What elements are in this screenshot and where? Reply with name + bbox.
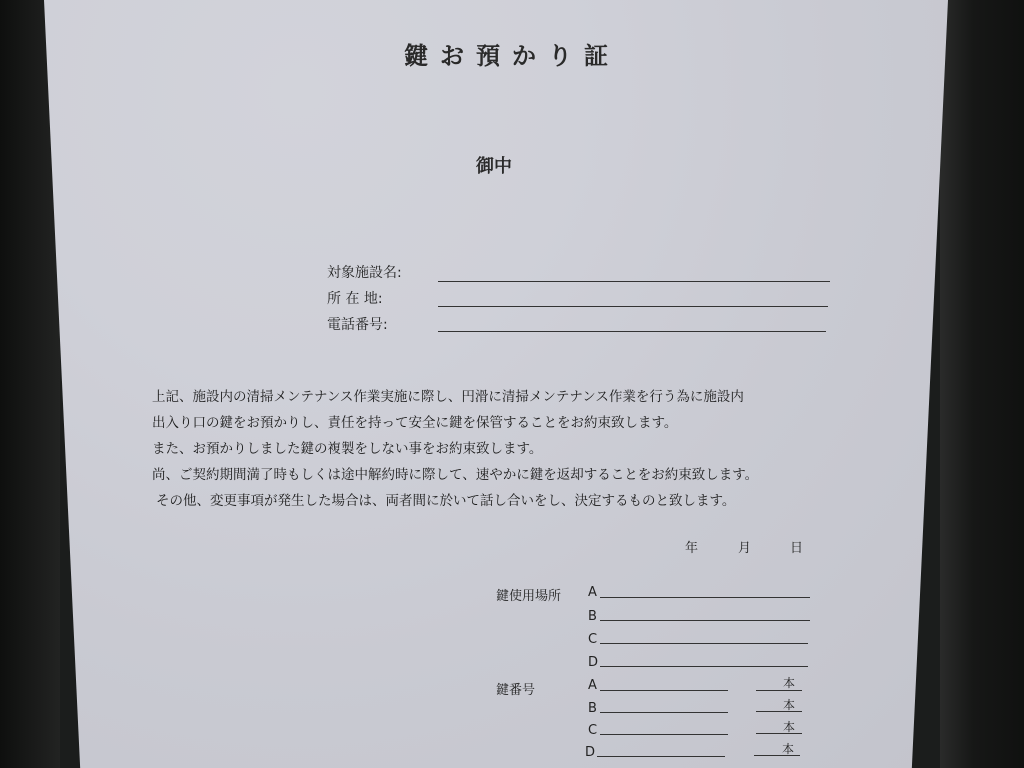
key-count-line <box>756 733 802 734</box>
paragraph-line: 上記、施設内の清掃メンテナンス作業実施に際し、円滑に清掃メンテナンス作業を行う為に施設内 <box>152 389 744 405</box>
key-number-letter: D <box>585 745 596 760</box>
key-count-unit: 本 <box>782 742 795 756</box>
key-count-unit: 本 <box>783 676 796 690</box>
key-usage-letter: B <box>588 609 597 624</box>
key-usage-line <box>600 620 810 621</box>
key-usage-letter: D <box>588 655 599 670</box>
paragraph-line: また、お預かりしました鍵の複製をしない事をお約束致します。 <box>152 441 543 457</box>
document-title: 鍵お預かり証 <box>404 42 620 70</box>
key-number-line <box>600 690 728 691</box>
key-usage-line <box>600 666 808 667</box>
paragraph-line: その他、変更事項が発生した場合は、両者間に於いて話し合いをし、決定するものと致します。 <box>156 493 736 509</box>
field-line-facility <box>438 281 830 282</box>
key-number-letter: A <box>588 678 597 693</box>
key-number-line <box>597 756 725 757</box>
key-usage-line <box>600 597 810 598</box>
field-line-phone <box>438 331 826 332</box>
key-number-line <box>600 734 728 735</box>
key-count-line <box>756 711 802 712</box>
key-usage-line <box>600 643 808 644</box>
date-year: 年 <box>685 541 699 556</box>
body-text <box>152 384 812 514</box>
paragraph-line: 尚、ご契約期間満了時もしくは途中解約時に際して、速やかに鍵を返却することをお約束致します。 <box>152 467 759 483</box>
background-right <box>940 0 1024 768</box>
key-number-label: 鍵番号 <box>496 683 536 698</box>
paragraph-line: 出入り口の鍵をお預かりし、責任を持って安全に鍵を保管することをお約束致します。 <box>152 415 678 431</box>
key-number-letter: B <box>588 701 597 716</box>
field-label-address: 所 在 地: <box>327 291 383 307</box>
key-usage-letter: C <box>588 632 598 647</box>
key-number-letter: C <box>588 723 598 738</box>
key-count-line <box>756 690 802 691</box>
key-usage-label: 鍵使用場所 <box>496 589 562 604</box>
addressee: 御中 <box>476 156 512 177</box>
key-number-line <box>600 712 728 713</box>
date-month: 月 <box>738 541 752 556</box>
key-count-unit: 本 <box>783 698 796 712</box>
field-label-phone: 電話番号: <box>327 317 388 333</box>
field-line-address <box>438 306 828 307</box>
key-count-unit: 本 <box>783 720 796 734</box>
date-day: 日 <box>790 541 804 556</box>
key-usage-letter: A <box>588 585 597 600</box>
field-label-facility: 対象施設名: <box>327 265 402 281</box>
